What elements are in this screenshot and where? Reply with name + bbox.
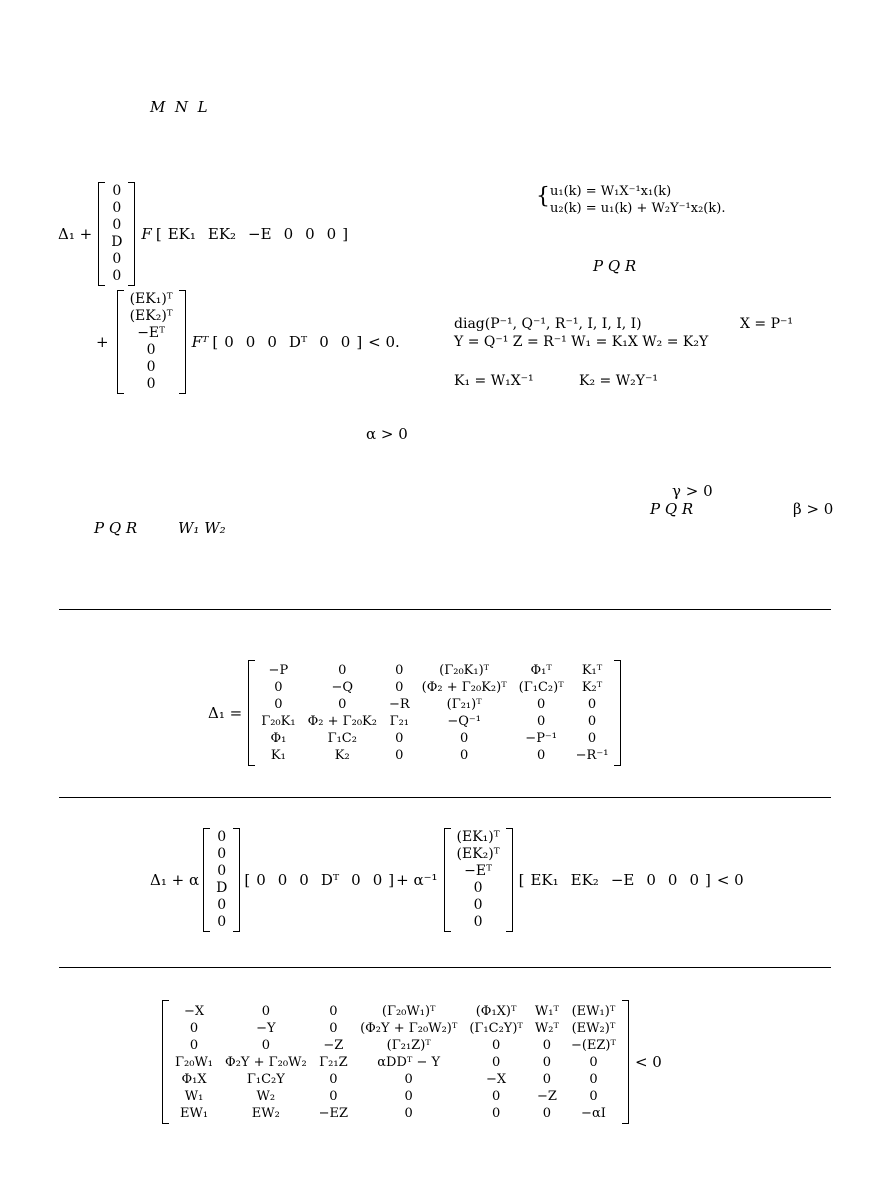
delta1-row-5 (255, 747, 614, 764)
lmi-cell-2-2: −Z (323, 1037, 344, 1053)
rule-3 (59, 967, 831, 968)
alpha-condition: α > 0 (366, 425, 408, 443)
eq1-row-bracket-right: ] (342, 224, 349, 243)
delta1-cell-4-4: −P⁻¹ (525, 731, 558, 746)
delta1-cell-2-5: 0 (587, 697, 597, 712)
delta1-cell-2-0: 0 (274, 697, 283, 712)
delta1-cell-5-1: K₂ (334, 748, 350, 763)
eq3-row2-entry-4: 0 (667, 870, 678, 889)
eq1-col-bracket-right (128, 182, 135, 286)
delta1-cell-1-1: −Q (331, 680, 354, 695)
lmi-cell-5-1: W₂ (256, 1088, 276, 1104)
control-law-block (550, 183, 725, 217)
delta1-cell-0-4: Φ₁ᵀ (530, 663, 552, 678)
control-law-brace: { (536, 184, 550, 209)
lmi-cell-6-4: 0 (491, 1105, 501, 1121)
eq2-col-entry-0: (EK₁)ᵀ (129, 291, 173, 307)
delta1-cell-4-5: 0 (587, 731, 597, 746)
pqr-right: P Q R (593, 257, 637, 275)
delta1-row-0 (255, 662, 614, 679)
lmi-cell-3-6: 0 (589, 1054, 598, 1070)
eq1-col-entry-1: 0 (112, 200, 122, 216)
eq2-col-entry-1: (EK₂)ᵀ (129, 308, 173, 324)
lmi-cell-4-3: 0 (404, 1071, 413, 1087)
eq1-col-entry-4: 0 (112, 251, 122, 267)
eq1-lead: Δ₁ + (58, 224, 93, 243)
eq2-row-bracket-right: ] (356, 332, 363, 351)
eq3-row-bracket-right: ] (388, 870, 395, 889)
delta1-cell-5-4: 0 (537, 748, 546, 763)
delta1-cell-4-0: Φ₁ (270, 731, 287, 746)
eq2-tail: < 0. (368, 332, 400, 351)
eq2-lead: + (96, 332, 109, 351)
delta1-cell-3-3: −Q⁻¹ (447, 714, 481, 729)
lmi-bracket-left (162, 1000, 169, 1124)
delta1-cell-3-0: Γ₂₀K₁ (261, 714, 296, 729)
lmi-equation (162, 1000, 662, 1124)
eq2-col-entry-3: 0 (146, 342, 156, 358)
lmi-cell-5-6: 0 (589, 1088, 598, 1104)
x-equals: X = P⁻¹ (740, 316, 794, 332)
eq3-row-bracket-left: [ (244, 870, 251, 889)
lmi-cell-4-6: 0 (589, 1071, 598, 1087)
control-law-2: u₂(k) = u₁(k) + W₂Y⁻¹x₂(k). (550, 201, 726, 216)
eq3-row-vector-2 (524, 872, 705, 889)
lmi-cell-6-0: EW₁ (179, 1105, 209, 1121)
delta1-cell-5-3: 0 (460, 748, 469, 763)
lmi-cell-1-2: 0 (329, 1020, 338, 1036)
delta1-cell-1-0: 0 (274, 680, 283, 695)
eq2-col-entry-4: 0 (146, 359, 156, 375)
lmi-cell-1-0: 0 (189, 1020, 199, 1036)
delta1-bracket-right (614, 660, 621, 766)
eq3-row2-entry-3: 0 (646, 870, 656, 889)
lmi-cell-4-4: −X (486, 1071, 507, 1087)
lmi-row-5 (169, 1088, 622, 1105)
eq3-col-bracket-left (203, 828, 210, 932)
delta1-row-2 (255, 696, 614, 713)
lmi-cell-1-6: (EW₂)ᵀ (571, 1020, 616, 1036)
delta1-cell-1-3: (Φ₂ + Γ₂₀K₂)ᵀ (421, 680, 507, 695)
lmi-cell-4-5: 0 (542, 1071, 552, 1087)
delta1-row-1 (255, 679, 614, 696)
eq3-col2-entry-5: 0 (473, 914, 483, 930)
eq3-col-entry-1: 0 (217, 846, 227, 862)
k1-line: K₁ = W₁X⁻¹ (454, 373, 534, 389)
delta1-cell-4-3: 0 (460, 731, 469, 746)
lmi-cell-3-1: Φ₂Y + Γ₂₀W₂ (225, 1054, 307, 1070)
var-list-pqr: P Q R (94, 519, 138, 537)
eq1-row-bracket-left: [ (155, 224, 162, 243)
delta1-cell-4-2: 0 (395, 731, 404, 746)
lmi-cell-4-2: 0 (329, 1071, 338, 1087)
delta1-row-3 (255, 713, 614, 730)
delta1-cell-5-2: 0 (395, 748, 404, 763)
lmi-row-0 (169, 1003, 622, 1020)
lmi-cell-1-4: (Γ₁C₂Y)ᵀ (469, 1020, 523, 1036)
delta1-cell-3-4: 0 (537, 714, 546, 729)
lmi-cell-0-1: 0 (261, 1003, 270, 1019)
eq3-row2-bracket-right: ] (704, 870, 711, 889)
eq3-col-bracket-right (233, 828, 240, 932)
delta1-cell-0-0: −P (268, 663, 289, 678)
control-law-1: u₁(k) = W₁X⁻¹x₁(k) (550, 184, 672, 199)
eq3-lead: Δ₁ + α (150, 870, 200, 889)
substitution-line: Y = Q⁻¹ Z = R⁻¹ W₁ = K₁X W₂ = K₂Y (454, 334, 709, 350)
rule-2 (59, 797, 831, 798)
lmi-cell-0-3: (Γ₂₀W₁)ᵀ (381, 1003, 436, 1019)
eq3-col-entry-5: 0 (217, 914, 227, 930)
eq1-col-vector (105, 183, 128, 285)
lmi-cell-0-5: W₁ᵀ (534, 1003, 559, 1019)
lmi-row-6 (169, 1105, 622, 1122)
beta-condition: β > 0 (793, 500, 834, 518)
eq2-col-vector (124, 291, 179, 393)
delta1-cell-1-4: (Γ₁C₂)ᵀ (518, 680, 564, 695)
lmi-cell-5-0: W₁ (184, 1088, 204, 1104)
var-list-w: W₁ W₂ (178, 519, 226, 537)
eq3-col-entry-4: 0 (217, 897, 227, 913)
eq1-row-entry-5: 0 (326, 224, 337, 243)
eq3-col2-entry-3: 0 (473, 880, 483, 896)
delta1-label: Δ₁ = (208, 703, 243, 722)
lmi-row-2 (169, 1037, 622, 1054)
lmi-cell-6-6: −αI (581, 1105, 606, 1121)
lmi-cell-2-5: 0 (542, 1037, 552, 1053)
lmi-cell-3-5: 0 (542, 1054, 552, 1070)
delta1-cell-3-1: Φ₂ + Γ₂₀K₂ (307, 714, 377, 729)
var-n: N (174, 98, 189, 116)
lmi-cell-4-1: Γ₁C₂Y (246, 1071, 285, 1087)
lmi-cell-2-6: −(EZ)ᵀ (570, 1037, 616, 1053)
lmi-cell-4-0: Φ₁X (181, 1071, 207, 1087)
delta1-cell-2-1: 0 (338, 697, 347, 712)
delta1-cell-3-5: 0 (587, 714, 597, 729)
var-list-mnl (150, 99, 208, 116)
lmi-cell-5-3: 0 (404, 1088, 413, 1104)
lmi-cell-1-3: (Φ₂Y + Γ₂₀W₂)ᵀ (360, 1020, 458, 1036)
eq3-col-entry-0: 0 (217, 829, 227, 845)
lmi-row-1 (169, 1020, 622, 1037)
eq3-row2-entry-0: EK₁ (530, 870, 559, 889)
eq3-col-vector-2 (451, 829, 506, 931)
delta1-cell-5-0: K₁ (270, 748, 286, 763)
delta1-cell-0-1: 0 (338, 663, 347, 678)
eq3-row-entry-5: 0 (372, 870, 383, 889)
equation-2 (96, 290, 400, 394)
lmi-row-4 (169, 1071, 622, 1088)
delta1-cell-0-3: (Γ₂₀K₁)ᵀ (439, 663, 490, 678)
eq2-row-entry-1: 0 (245, 332, 256, 351)
eq3-col2-entry-1: (EK₂)ᵀ (456, 846, 500, 862)
equation-3 (150, 828, 744, 932)
lmi-cell-6-3: 0 (404, 1105, 413, 1121)
lmi-tail: < 0 (634, 1052, 662, 1071)
lmi-cell-5-4: 0 (491, 1088, 501, 1104)
eq3-row-entry-4: 0 (351, 870, 361, 889)
lmi-cell-2-3: (Γ₂₁Z)ᵀ (386, 1037, 431, 1053)
lmi-row-3 (169, 1054, 622, 1071)
eq2-col-entry-5: 0 (146, 376, 156, 392)
lmi-cell-1-1: −Y (256, 1020, 276, 1036)
delta1-cell-2-4: 0 (537, 697, 546, 712)
eq2-col-bracket-left (117, 290, 124, 394)
eq3-row2-entry-1: EK₂ (570, 870, 599, 889)
eq1-f: F (141, 224, 152, 243)
eq1-row-entry-0: EK₁ (167, 224, 196, 243)
eq3-tail: < 0 (716, 870, 744, 889)
eq3-col-entry-3: D (216, 880, 228, 896)
lmi-bracket-right (622, 1000, 629, 1124)
lmi-cell-0-0: −X (183, 1003, 205, 1019)
lmi-cell-3-3: αDDᵀ − Y (377, 1054, 441, 1070)
eq3-row-entry-2: 0 (299, 870, 309, 889)
delta1-cell-0-5: K₁ᵀ (581, 663, 603, 678)
eq3-row-entry-0: 0 (256, 870, 266, 889)
lmi-cell-6-1: EW₂ (251, 1105, 280, 1121)
eq3-row-entry-1: 0 (277, 870, 288, 889)
lmi-cell-3-2: Γ₂₁Z (319, 1054, 348, 1070)
delta1-bracket-left (248, 660, 255, 766)
eq2-row-entry-2: 0 (267, 332, 277, 351)
eq1-col-entry-2: 0 (112, 217, 122, 233)
delta1-row-4 (255, 730, 614, 747)
delta1-cell-3-2: Γ₂₁ (389, 714, 410, 729)
eq3-col2-bracket-left (444, 828, 451, 932)
eq3-row2-bracket-left: [ (518, 870, 525, 889)
gamma-condition: γ > 0 (672, 482, 713, 500)
eq3-mid: + α⁻¹ (396, 870, 438, 889)
eq2-row-entry-4: 0 (319, 332, 329, 351)
eq3-col2-entry-2: −Eᵀ (464, 863, 492, 879)
diag-line: diag(P⁻¹, Q⁻¹, R⁻¹, I, I, I, I) (454, 316, 642, 332)
eq1-row-entry-3: 0 (283, 224, 294, 243)
eq1-row-entry-1: EK₂ (207, 224, 237, 243)
lmi-cell-0-4: (Φ₁X)ᵀ (475, 1003, 517, 1019)
lmi-cell-3-0: Γ₂₀W₁ (175, 1054, 214, 1070)
eq1-col-entry-0: 0 (112, 183, 122, 199)
delta1-cell-1-5: K₂ᵀ (581, 680, 603, 695)
lmi-cell-2-4: 0 (491, 1037, 501, 1053)
eq1-row-vector (162, 226, 343, 243)
eq1-col-entry-5: 0 (112, 268, 122, 284)
delta1-cell-2-3: (Γ₂₁)ᵀ (446, 697, 482, 712)
lmi-cell-2-0: 0 (189, 1037, 199, 1053)
eq3-row2-entry-2: −E (610, 870, 635, 889)
eq1-row-entry-2: −E (248, 224, 272, 243)
eq3-col-vector (210, 829, 233, 931)
lmi-cell-1-5: W₂ᵀ (534, 1020, 559, 1036)
delta1-equation (208, 660, 621, 766)
lmi-cell-0-6: (EW₁)ᵀ (571, 1003, 616, 1019)
eq1-row-entry-4: 0 (305, 224, 315, 243)
eq3-col2-entry-0: (EK₁)ᵀ (456, 829, 500, 845)
eq3-col2-bracket-right (506, 828, 513, 932)
rule-1 (59, 609, 831, 610)
equation-1 (58, 182, 348, 286)
eq2-row-vector (218, 334, 356, 351)
eq3-col-entry-2: 0 (217, 863, 227, 879)
delta1-cell-5-5: −R⁻¹ (575, 748, 609, 763)
var-list-text: M (150, 98, 166, 116)
eq1-col-bracket-left (98, 182, 105, 286)
delta1-matrix (255, 662, 614, 764)
eq1-col-entry-3: D (111, 234, 123, 250)
var-l: L (197, 98, 208, 116)
lmi-cell-3-4: 0 (491, 1054, 501, 1070)
eq3-row-entry-3: Dᵀ (320, 870, 340, 889)
lmi-cell-5-5: −Z (536, 1088, 557, 1104)
eq2-row-bracket-left: [ (212, 332, 219, 351)
eq2-col-entry-2: −Eᵀ (137, 325, 166, 341)
lmi-cell-6-5: 0 (542, 1105, 552, 1121)
delta1-cell-4-1: Γ₁C₂ (327, 731, 357, 746)
delta1-cell-2-2: −R (388, 697, 410, 712)
k2-line: K₂ = W₂Y⁻¹ (579, 373, 658, 389)
eq3-col2-entry-4: 0 (473, 897, 483, 913)
eq2-ft: Fᵀ (191, 332, 209, 351)
pqr-right-2: P Q R (650, 500, 694, 518)
lmi-cell-5-2: 0 (329, 1088, 338, 1104)
lmi-cell-0-2: 0 (329, 1003, 338, 1019)
eq2-row-entry-5: 0 (340, 332, 351, 351)
eq2-row-entry-0: 0 (224, 332, 234, 351)
delta1-cell-1-2: 0 (395, 680, 404, 695)
eq3-row2-entry-5: 0 (689, 870, 699, 889)
eq3-row-vector (250, 872, 388, 889)
lmi-matrix (169, 1003, 622, 1122)
lmi-cell-6-2: −EZ (318, 1105, 349, 1121)
delta1-cell-0-2: 0 (395, 663, 404, 678)
eq2-col-bracket-right (179, 290, 186, 394)
eq2-row-entry-3: Dᵀ (288, 332, 308, 351)
lmi-cell-2-1: 0 (261, 1037, 270, 1053)
